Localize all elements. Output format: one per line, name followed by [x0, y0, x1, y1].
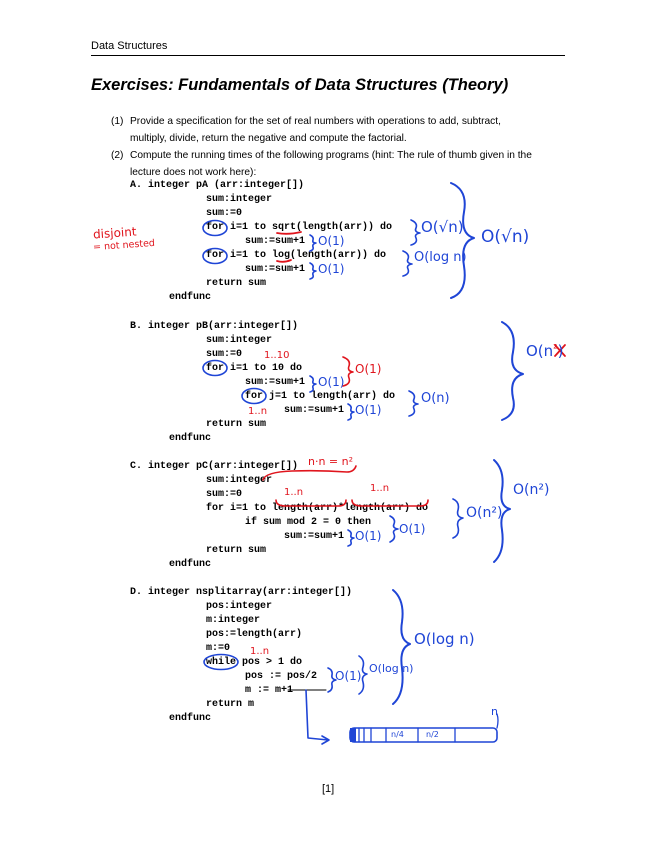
annotation-b-total-struck: ²: [553, 342, 558, 355]
program-d-line: m:integer: [206, 615, 261, 626]
question-1-number: (1): [111, 116, 124, 127]
program-d-line: m:=0: [206, 643, 231, 654]
annotation-d-range: 1..n: [250, 646, 270, 657]
running-header: Data Structures: [91, 40, 168, 52]
brace-mark: [502, 322, 523, 420]
program-d-line: endfunc: [169, 713, 212, 724]
annotation-a-o1-first: O(1): [318, 234, 345, 248]
program-d-line: pos:integer: [206, 601, 273, 612]
array-bar-divider: [359, 728, 455, 742]
question-2-number: (2): [111, 150, 124, 161]
program-c-line: sum:=0: [206, 489, 243, 500]
program-d-line: pos := pos/2: [245, 671, 318, 682]
program-a-line: return sum: [206, 278, 267, 289]
array-bar-filled-segment: [350, 728, 356, 742]
annotation-b-on: O(n): [421, 391, 450, 406]
array-bar: [350, 728, 497, 742]
annotation-b-o1-outer: O(1): [318, 375, 345, 389]
annotation-disjoint: disjoint: [92, 224, 137, 242]
annotation-b-o1-inner: O(1): [355, 362, 382, 376]
annotation-b-range-j: 1..n: [248, 406, 268, 417]
annotation-b-o1-j: O(1): [355, 403, 382, 417]
program-c-signature: C. integer pC(arr:integer[]): [130, 461, 299, 472]
brace-mark: [393, 590, 410, 704]
program-d-line: while pos > 1 do: [206, 657, 303, 668]
program-b-line: sum:integer: [206, 335, 273, 346]
annotation-c-o1-a: O(1): [355, 529, 382, 543]
question-2-line-1: Compute the running times of the following programs (hint: The rule of thumb given in the: [130, 150, 532, 161]
annotation-a-logn: O(log n): [414, 250, 467, 265]
program-a-line: for i=1 to sqrt(length(arr)) do: [206, 222, 393, 233]
program-a-line: sum:=sum+1: [245, 264, 306, 275]
annotation-a-total: O(√n): [481, 227, 530, 247]
brace-mark: [411, 220, 420, 245]
program-d-signature: D. integer nsplitarray(arr:integer[]): [130, 587, 353, 598]
annotation-c-on2: O(n²): [466, 505, 503, 521]
annotation-d-o1: O(1): [335, 669, 362, 683]
program-a-line: sum:=sum+1: [245, 236, 306, 247]
annotation-a-o1-second: O(1): [318, 262, 345, 276]
program-b-line: endfunc: [169, 433, 212, 444]
program-c-line: for i=1 to length(arr)*length(arr) do: [206, 503, 429, 514]
annotation-not-nested: = not nested: [92, 237, 156, 254]
program-c-line: if sum mod 2 = 0 then: [245, 517, 372, 528]
page-title: Exercises: Fundamentals of Data Structures (Theory): [91, 76, 509, 94]
program-a-signature: A. integer pA (arr:integer[]): [130, 180, 305, 191]
brace-mark: [390, 516, 398, 542]
arrow-mark: [322, 736, 329, 744]
program-c-line: sum:=sum+1: [284, 531, 345, 542]
question-2-line-2: lecture does not work here):: [130, 167, 257, 178]
program-c-line: endfunc: [169, 559, 212, 570]
annotation-b-range-i: 1..10: [264, 350, 290, 361]
program-b-line: for j=1 to length(arr) do: [245, 391, 396, 402]
annotation-d-total: O(log n): [414, 630, 475, 648]
annotation-c-range2: 1..n: [370, 483, 390, 494]
program-c-line: return sum: [206, 545, 267, 556]
program-b-line: sum:=0: [206, 349, 243, 360]
question-1-line-2: multiply, divide, return the negative and compute the factorial.: [130, 133, 407, 144]
program-b-line: sum:=sum+1: [284, 405, 345, 416]
program-a-line: sum:integer: [206, 194, 273, 205]
program-d-line: m := m+1: [245, 685, 294, 696]
annotation-c-o1-b: O(1): [399, 522, 426, 536]
program-d-line: pos:=length(arr): [206, 629, 303, 640]
annotation-a-sqrt: O(√n): [421, 218, 464, 236]
program-c-line: sum:integer: [206, 475, 273, 486]
header-rule: [91, 55, 565, 56]
brace-mark: [310, 263, 316, 279]
program-b-line: sum:=sum+1: [245, 377, 306, 388]
annotation-d-logn: O(log n): [369, 662, 414, 675]
brace-mark: [409, 391, 418, 416]
brace-mark: [343, 357, 353, 386]
page-number: [1]: [322, 783, 335, 795]
question-1-line-1: Provide a specification for the set of real numbers with operations to add, subtract,: [130, 116, 501, 127]
program-a-line: sum:=0: [206, 208, 243, 219]
annotation-d-n: n: [491, 705, 498, 718]
brace-mark: [451, 183, 474, 298]
annotation-c-range1: 1..n: [284, 487, 304, 498]
annotation-d-n4: n/4: [391, 730, 404, 739]
brace-mark: [348, 404, 354, 420]
annotation-c-nn: n·n = n²: [308, 455, 354, 468]
program-b-line: for i=1 to 10 do: [206, 363, 303, 374]
brace-mark: [348, 530, 354, 546]
annotation-d-n2: n/2: [426, 730, 439, 739]
annotation-b-total-text: O(n: [526, 342, 554, 360]
program-b-signature: B. integer pB(arr:integer[]): [130, 321, 299, 332]
program-a-line: endfunc: [169, 292, 212, 303]
arrow-mark: [306, 690, 328, 740]
annotation-c-total: O(n²): [513, 482, 550, 498]
program-d-line: return m: [206, 699, 255, 710]
program-b-line: return sum: [206, 419, 267, 430]
brace-mark: [403, 251, 412, 276]
brace-mark: [453, 499, 463, 538]
program-a-line: for i=1 to log(length(arr)) do: [206, 250, 387, 261]
annotation-b-total: $O(n^{^2})$: [526, 342, 564, 360]
